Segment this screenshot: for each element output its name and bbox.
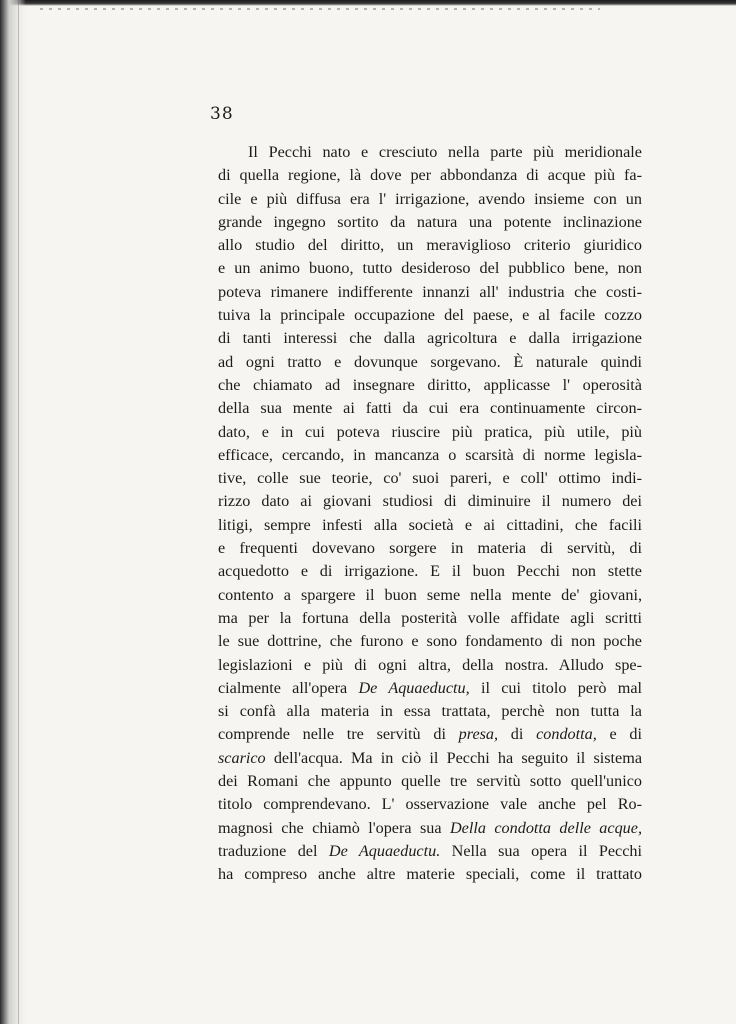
text-line: poteva rimanere indifferente innanzi all' industria che costi- [218,282,642,301]
text-fragment: comprende nelle tre servitù di [218,725,459,744]
term-italic: condotta, [536,725,597,744]
body-paragraph [218,141,642,887]
text-line: le sue dottrine, che furono e sono fondamento di non poche [218,632,642,651]
text-line-with-title [218,840,642,863]
text-line: Il Pecchi nato e cresciuto nella parte più meridionale [248,143,642,161]
text-fragment: e di [596,725,642,744]
page-number: 38 [210,104,234,124]
text-line: tive, colle sue teorie, co' suoi pareri, e coll' ottimo indi- [218,469,642,488]
text-fragment: di [498,725,537,744]
term-italic: presa, [458,725,499,744]
text-line: tuiva la principale occupazione del paese, e al facile cozzo [218,306,642,325]
text-line: grande ingegno sortito da natura una potente inclinazione [218,212,642,231]
text-line: dato, e in cui poteva riuscire più pratica, più utile, più [218,422,642,441]
text-line: legislazioni e più di ogni altra, della nostra. Alludo spe- [218,655,642,674]
text-line: ha compreso anche altre materie speciali, come il trattato [218,865,642,884]
text-fragment: dell'acqua. Ma in ciò il Pecchi ha seguito il sistema [265,748,642,767]
term-italic: scarico [218,748,266,767]
text-line: di quella regione, là dove per abbondanza di acque più fa- [218,166,642,185]
text-fragment: magnosi che chiamò l'opera sua [218,818,450,837]
text-line-with-term [218,747,642,770]
text-line: ad ogni tratto e dovunque sorgevano. È naturale quindi [218,352,642,371]
text-line: acquedotto e di irrigazione. E il buon Pecchi non stette [218,562,642,581]
scan-binding-edge [0,0,26,1024]
text-line: si confà alla materia in essa trattata, perchè non tutta la [218,702,642,721]
text-line: di tanti interessi che dalla agricoltura e dalla irrigazione [218,329,642,348]
text-line: ma per la fortuna della posterità volle affidate agli scritti [218,608,642,627]
text-line: contento a spargere il buon seme nella mente de' giovani, [218,585,642,604]
text-line: rizzo dato ai giovani studiosi di diminuire il numero dei [218,492,642,511]
work-title-italic: De Aquaeductu. [328,841,441,860]
work-title-italic: Della condotta delle acque, [449,818,642,837]
scan-top-speckle [40,8,600,10]
text-line: dei Romani che appunto quelle tre servitù sotto quell'unico [218,772,642,791]
work-title-italic: De Aquaeductu, [358,678,470,697]
text-line: litigi, sempre infesti alla società e ai cittadini, che facili [218,515,642,534]
text-line: titolo comprendevano. L' osservazione vale anche pel Ro- [218,795,642,814]
text-line: e un animo buono, tutto desideroso del pubblico bene, non [218,259,642,278]
text-line: che chiamato ad insegnare diritto, applicasse l' operosità [218,375,642,394]
text-line: della sua mente ai fatti da cui era continuamente circon- [218,399,642,418]
text-line: allo studio del diritto, un meraviglioso criterio giuridico [218,236,642,255]
scan-binding-line [18,0,19,1024]
text-fragment: cialmente all'opera [218,678,359,697]
text-fragment: Nella sua opera il Pecchi [440,841,643,860]
text-line-with-title [218,817,642,840]
scan-top-edge [0,0,736,6]
text-fragment: il cui titolo però mal [469,678,642,697]
text-line-with-terms [218,723,642,746]
text-line: cile e più diffusa era l' irrigazione, avendo insieme con un [218,189,642,208]
text-line: efficace, cercando, in mancanza o scarsità di norme legisla- [218,445,642,464]
text-line-with-title [218,677,642,700]
text-line: e frequenti dovevano sorgere in materia di servitù, di [218,539,642,558]
text-fragment: traduzione del [218,841,329,860]
